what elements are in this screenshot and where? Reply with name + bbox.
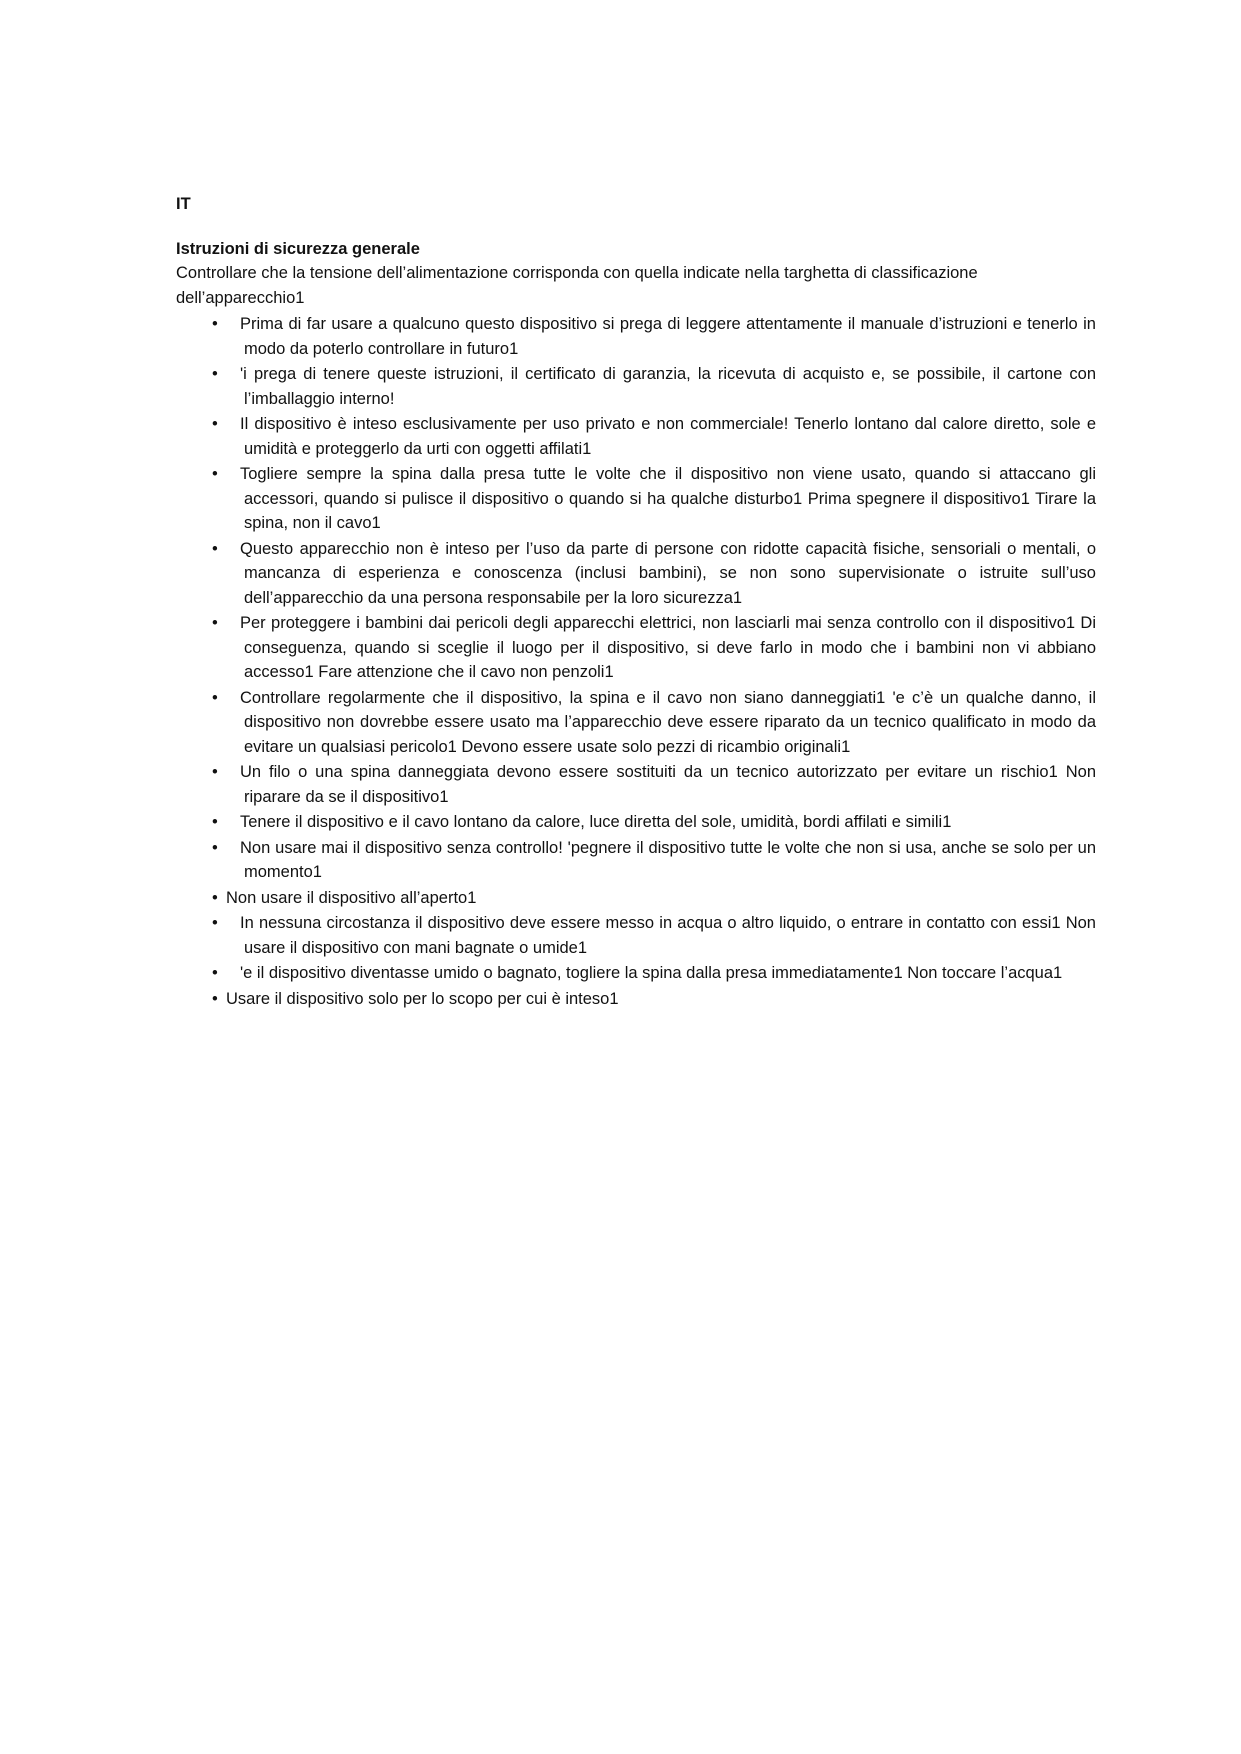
list-item-text: Per proteggere i bambini dai pericoli degli apparecchi elettrici, non lasciarli mai senza controllo con il dispositivo1 Di conseguenza, quando si sceglie il luogo per il dispositivo, si deve farlo in modo che i bambini non vi abbiano accesso1 Fare attenzione che il cavo non penzoli1 xyxy=(240,614,1096,681)
list-item xyxy=(176,911,1096,960)
list-item xyxy=(176,961,1096,986)
document-content xyxy=(176,192,1096,1012)
bullet-icon: • xyxy=(212,539,218,558)
bullet-icon: • xyxy=(212,415,218,433)
bullet-icon: • xyxy=(212,465,218,483)
language-code: IT xyxy=(176,195,191,213)
list-item xyxy=(176,412,1096,461)
bullet-icon: • xyxy=(212,838,218,857)
list-item xyxy=(176,537,1096,611)
bullet-icon: • xyxy=(212,888,218,907)
list-item xyxy=(176,886,1096,911)
list-item-text: Prima di far usare a qualcuno questo dispositivo si prega di leggere attentamente il manuale d’istruzioni e tenerlo in modo da poterlo controllare in futuro1 xyxy=(240,315,1096,358)
bullet-icon: • xyxy=(212,763,218,781)
list-item xyxy=(176,462,1096,536)
bullet-icon: • xyxy=(212,688,218,707)
list-item xyxy=(176,611,1096,685)
list-item xyxy=(176,686,1096,760)
list-item-text: Tenere il dispositivo e il cavo lontano da calore, luce diretta del sole, umidità, bordi affilati e simili1 xyxy=(240,813,952,831)
safety-list xyxy=(176,312,1096,1011)
list-item-text: Questo apparecchio non è inteso per l’uso da parte di persone con ridotte capacità fisiche, sensoriali o mentali, o mancanza di esperienza e conoscenza (inclusi bambini), se non sono supervisionate o istruite sull’uso dell’apparecchio da una persona responsabile per la loro sicurezza1 xyxy=(240,539,1096,607)
bullet-icon: • xyxy=(212,315,218,333)
list-item-text: 'i prega di tenere queste istruzioni, il certificato di garanzia, la ricevuta di acquisto e, se possibile, il cartone con l’imballaggio interno! xyxy=(240,365,1096,408)
list-item-text: Non usare mai il dispositivo senza controllo! 'pegnere il dispositivo tutte le volte che non si usa, anche se solo per un momento1 xyxy=(240,838,1096,881)
list-item-text: In nessuna circostanza il dispositivo deve essere messo in acqua o altro liquido, o entrare in contatto con essi1 Non usare il dispositivo con mani bagnate o umide1 xyxy=(240,914,1096,957)
bullet-icon: • xyxy=(212,813,218,831)
list-item xyxy=(176,810,1096,835)
list-item-text: Non usare il dispositivo all’aperto1 xyxy=(226,888,477,907)
list-item-text: Usare il dispositivo solo per lo scopo per cui è inteso1 xyxy=(226,989,619,1008)
bullet-icon: • xyxy=(212,365,218,383)
list-item xyxy=(176,760,1096,809)
list-item xyxy=(176,312,1096,361)
list-item-text: 'e il dispositivo diventasse umido o bagnato, togliere la spina dalla presa immediatamente1 Non toccare l’acqua1 xyxy=(240,964,1063,982)
bullet-icon: • xyxy=(212,964,218,982)
list-item-text: Controllare regolarmente che il dispositivo, la spina e il cavo non siano danneggiati1 'e c’è un qualche danno, il dispositivo non dovrebbe essere usato ma l’apparecchio deve essere riparato da un tecnico qualificato in modo da evitare un qualsiasi pericolo1 Devono essere usate solo pezzi di ricambio originali1 xyxy=(240,688,1096,756)
list-item xyxy=(176,362,1096,411)
bullet-icon: • xyxy=(212,614,218,632)
bullet-icon: • xyxy=(212,914,218,932)
list-item-text: Un filo o una spina danneggiata devono essere sostituiti da un tecnico autorizzato per evitare un rischio1 Non riparare da se il dispositivo1 xyxy=(240,763,1096,806)
intro-paragraph: Controllare che la tensione dell’alimentazione corrisponda con quella indicate nella targhetta di classificazione dell’apparecchio1 xyxy=(176,264,978,307)
list-item-text: Il dispositivo è inteso esclusivamente per uso privato e non commerciale! Tenerlo lontano dal calore diretto, sole e umidità e proteggerlo da urti con oggetti affilati1 xyxy=(240,415,1096,458)
bullet-icon: • xyxy=(212,989,218,1008)
section-title: Istruzioni di sicurezza generale xyxy=(176,239,420,258)
list-item xyxy=(176,987,1096,1012)
list-item xyxy=(176,836,1096,885)
list-item-text: Togliere sempre la spina dalla presa tutte le volte che il dispositivo non viene usato, quando si attaccano gli accessori, quando si pulisce il dispositivo o quando si ha qualche disturbo1 Prima spegnere il dispositivo1 Tirare la spina, non il cavo1 xyxy=(240,465,1096,532)
